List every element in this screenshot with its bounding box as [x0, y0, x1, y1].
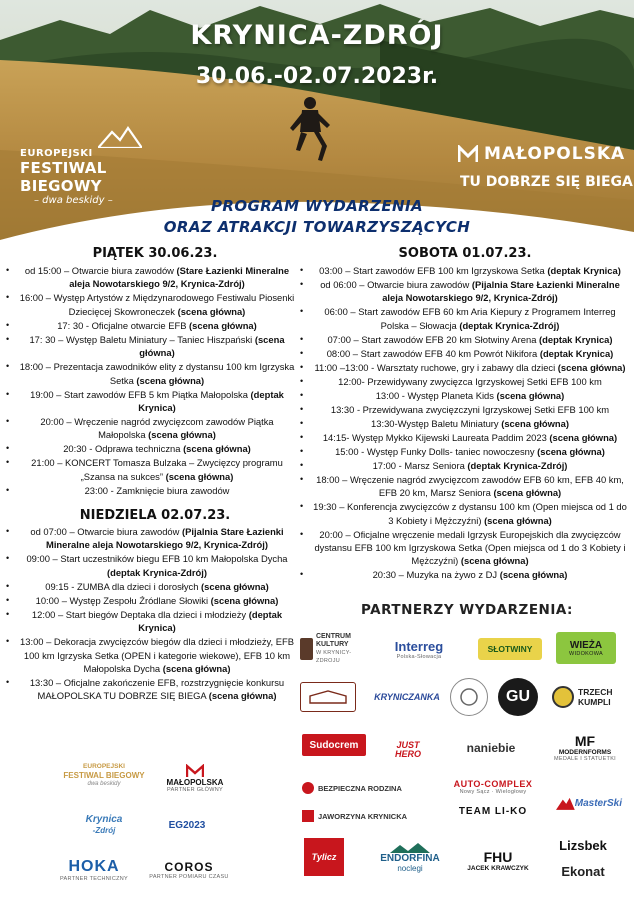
schedule-item-location: (scena główna) [136, 374, 205, 386]
resort-building-icon [308, 690, 348, 704]
schedule-item-text: 09:15 - ZUMBA dla dzieci i dorosłych [45, 580, 202, 592]
schedule-item [6, 676, 298, 703]
schedule-item-text: 18:00 – Wręczenie nagród zwycięzcom zawodów EFB 60 km, EFB 40 km, EFB 20 km, Marsz Seniora [316, 473, 624, 499]
gu-logo: GU [498, 678, 538, 716]
schedule-item-text: 07:00 – Start zawodów EFB 20 km Słotwiny Arena [327, 333, 540, 345]
schedule-item-text: 20:00 – Wręczenie nagród zwycięzcom zawodów Piątka Małopolska [40, 416, 274, 441]
schedule-item-location: (Pijalnia Stare Łazienki Mineralne aleja Nowotarskiego 9/2, Krynica-Zdrój) [382, 279, 620, 304]
schedule-item-text: 20:00 – Oficjalne wręczenie medali Igrzysk Europejskich dla zwycięzców dystansu EFB 100 km Igrzyskowa Setka (Open miejsca od 1 do 3 Kobiety i Mężczyźni) [314, 528, 626, 567]
sunday-schedule [6, 525, 298, 703]
schedule-item [300, 361, 630, 374]
fhu-sub: JACEK KRAWCZYK [467, 864, 529, 872]
sudocrem-logo: Sudocrem [302, 734, 366, 756]
auto-complex-logo [446, 776, 540, 798]
schedule-item-text: 08:00 – Start zawodów EFB 40 km Powrót Nikifora [326, 347, 540, 359]
bezpieczna-rodzina-logo [302, 780, 412, 796]
schedule-item-location: (scena główna) [499, 569, 568, 581]
naniebie-logo: naniebie [466, 741, 516, 755]
schedule-item [6, 552, 298, 579]
friday-list [6, 264, 298, 497]
festival-small-line3: dwa beskidy [87, 780, 121, 787]
auto-complex-sub: Nowy Sącz · Wielogłowy [459, 789, 527, 795]
schedule-item-text: 23:00 - Zamknięcie biura zawodów [84, 484, 230, 496]
schedule-item-text: 17: 30 – Występ Baletu Miniatury – Taniec Hiszpański [29, 333, 255, 345]
schedule-item [300, 264, 630, 277]
endorfina-logo [372, 838, 448, 878]
schedule-item [6, 608, 298, 635]
schedule-item [300, 375, 630, 388]
hoka-name: HOKA [68, 858, 120, 875]
kryniczanka-logo: KRYNICZANKA [374, 692, 440, 702]
interreg-name: Interreg [394, 638, 444, 654]
program-title-line2: ORAZ ATRAKCJI TOWARZYSZĄCYCH [163, 218, 471, 236]
schedule-item [6, 319, 298, 332]
schedule-item [300, 278, 630, 305]
wieza-sub: WIDOKOWA [569, 650, 603, 657]
schedule-item-text: od 07:00 – Otwarcie biura zawodów [30, 526, 183, 537]
schedule-item-location: (scena główna) [549, 431, 618, 443]
schedule-item [6, 635, 298, 675]
schedule-item-text: 15:00 - Występ Funky Dolls- taniec nowoczesny [335, 445, 538, 457]
schedule-item [6, 264, 298, 291]
schedule-item-text: 18:00 – Prezentacja zawodników elity z dystansu 100 km Igrzyska Setka [19, 361, 295, 386]
schedule-item-location: (deptak Krynica) [539, 347, 614, 359]
schedule-item-location: (deptak Krynica) [138, 608, 283, 634]
malopolska-m-icon-small [186, 764, 204, 778]
schedule-item-location: (scena główna) [460, 555, 529, 567]
schedule-item-text: 12:00 – Start biegów Deptaka dla dzieci i młodzieży [31, 608, 249, 620]
sunday-list [6, 525, 298, 703]
schedule-item-location: (deptak Krynica) [138, 388, 284, 414]
schedule-item [6, 484, 298, 497]
schedule-item [6, 291, 298, 318]
wieza-logo [556, 632, 616, 664]
slotwiny-logo: SŁOTWINY [478, 638, 542, 660]
schedule-item-text: 12:00- Przewidywany zwycięzca Igrzyskowej Setki EFB 100 km [338, 375, 602, 387]
hoka-logo [58, 852, 130, 888]
schedule-item-location: (scena główna) [177, 305, 246, 317]
fhu-name: FHU [483, 848, 513, 865]
coros-sub: PARTNER POMIARU CZASU [149, 874, 229, 880]
schedule-item-text: 13:30-Występ Baletu Miniatury [371, 417, 502, 429]
emblem-icon [458, 686, 480, 708]
schedule-item [300, 347, 630, 360]
schedule-item-location: (scena główna) [208, 690, 277, 702]
endorfina-peaks-icon [390, 843, 430, 853]
schedule-item-location: (scena główna) [484, 514, 552, 526]
schedule-item-location: (scena główna) [201, 580, 269, 592]
tylicz-logo: Tylicz [304, 838, 344, 876]
just-hero-logo: JUST HERO [394, 740, 421, 759]
schedule-item-location: (deptak Krynica) [539, 333, 613, 345]
schedule-item-location: (scena główna) [210, 594, 279, 606]
schedule-item-text: od 15:00 – Otwarcie biura zawodów [24, 265, 177, 276]
schedule-item [300, 459, 630, 472]
malopolska-partner-sub: PARTNER GŁÓWNY [167, 786, 223, 793]
saturday-list [300, 264, 630, 582]
auto-complex-name: AUTO-COMPLEX [453, 779, 533, 789]
schedule-item [6, 594, 298, 607]
schedule-item-text: 09:00 – Start uczestników biegu EFB 10 km Małopolska Dycha [26, 553, 288, 565]
schedule-item-location: (scena główna) [183, 443, 251, 455]
endorfina-name: ENDORFINA [380, 853, 440, 864]
schedule-item-text: 14:15- Występ Mykko Kijewski Laureata Paddim 2023 [322, 431, 550, 443]
modernforms-logo [546, 730, 624, 764]
krynica-zdroj-logo [66, 808, 142, 842]
schedule-item-text: 13:00 – Dekoracja zwycięzców biegów dla dzieci i młodzieży, EFB 100 km Igrzyska Setka (OPEN i kategorie wiekowe), EFB 10 km Małopolska Dycha [20, 636, 294, 675]
masterski-mountain-icon [556, 795, 575, 811]
partners-title: PARTNERZY WYDARZENIA: [361, 602, 573, 618]
schedule-item-text: 19:00 – Start zawodów EFB 5 km Piątka Małopolska [30, 388, 251, 400]
festival-logo-line3: – dwa beskidy – [34, 195, 113, 206]
endorfina-sub: noclegi [397, 864, 423, 873]
schedule-item-text: 13:30 - Przewidywana zwycięzczyni Igrzyskowej Setki EFB 100 km [330, 403, 610, 415]
masterski-name: MasterSki [574, 797, 622, 809]
festival-small-line1: EUROPEJSKI [83, 762, 125, 770]
schedule-item-text: 20:30 – Muzyka na żywo z DJ [372, 569, 500, 581]
schedule-item [300, 389, 630, 402]
bezpieczna-rodzina-name: BEZPIECZNA RODZINA [318, 783, 402, 793]
schedule-item [300, 333, 630, 346]
schedule-item-location: (scena główna) [148, 429, 216, 441]
city-title: KRYNICA-ZDRÓJ [190, 20, 444, 51]
ego-logo: EG2023 [168, 819, 206, 831]
modernforms-sub: MEDALE I STATUETKI [553, 755, 617, 762]
schedule-item [300, 403, 630, 416]
schedule-item [6, 360, 298, 387]
schedule-item-text: od 06:00 – Otwarcie biura zawodów [320, 279, 472, 290]
interreg-sub: Polska-Słowacja [396, 653, 442, 660]
mf-monogram-icon: MF [574, 732, 596, 749]
schedule-item [300, 445, 630, 458]
hoka-sub: PARTNER TECHNICZNY [59, 876, 129, 882]
schedule-item [6, 456, 298, 483]
schedule-item-location: (scena główna) [501, 417, 569, 429]
schedule-item-location: (scena główna) [496, 389, 565, 401]
interreg-logo [374, 632, 464, 666]
schedule-item [6, 388, 298, 415]
event-dates: 30.06.-02.07.2023r. [195, 64, 439, 89]
schedule-item-location: (scena główna) [189, 319, 257, 331]
schedule-item [6, 580, 298, 593]
jaworzyna-name: JAWORZYNA KRYNICKA [318, 811, 408, 821]
schedule-item-location: (scena główna) [557, 361, 626, 373]
trzech-kumpli-logo [552, 682, 622, 712]
festival-logo-small [58, 754, 150, 796]
centrum-kultury-name: CENTRUM KULTURY [315, 633, 351, 648]
schedule-item [6, 333, 298, 360]
schedule-item-location: (scena główna) [537, 445, 605, 457]
malopolska-partner-name: MAŁOPOLSKA [166, 777, 224, 787]
schedule-item-location: (Pijalnia Stare Łazienki Mineralne aleja Nowotarskiego 9/2, Krynica-Zdrój) [46, 526, 284, 551]
schedule-item-location: (scena główna) [165, 470, 234, 482]
schedule-item [300, 500, 630, 527]
krynica-name: Krynica [85, 814, 123, 825]
festival-logo-line1: EUROPEJSKI [20, 148, 93, 159]
schedule-item-text: 17:00 - Marsz Seniora [372, 459, 468, 471]
malopolska-m-icon [458, 145, 478, 163]
schedule-item [300, 417, 630, 430]
team-liko-logo: TEAM LI-KO [458, 805, 528, 817]
saturday-schedule [300, 264, 630, 582]
schedule-item [6, 415, 298, 442]
jaworzyna-logo [302, 808, 412, 824]
centrum-kultury-logo [300, 632, 366, 666]
masterski-logo [556, 788, 622, 818]
ekonat-logo: Ekonat [561, 863, 605, 879]
sunday-heading: NIEDZIELA 02.07.23. [79, 508, 231, 523]
schedule-item-text: 20:30 - Odprawa techniczna [63, 443, 184, 455]
friday-schedule [6, 264, 298, 498]
festival-logo-line2: FESTIWAL BIEGOWY [20, 159, 107, 195]
schedule-item-location: (deptak Krynica-Zdrój) [467, 459, 568, 471]
schedule-item-text: 19:30 – Konferencja zwycięzców z dystansu 100 km (Open miejsca od 1 do 3 Kobiety i Mężczyźni) [313, 501, 627, 526]
centrum-kultury-sub: W KRYNICY-ZDROJU [315, 650, 352, 664]
bezpieczna-dot-icon [302, 782, 314, 794]
schedule-item-text: 13:00 - Występ Planeta Kids [375, 389, 497, 401]
wieza-name: WIEŻA [569, 639, 603, 651]
friday-heading: PIĄTEK 30.06.23. [92, 246, 218, 261]
coros-logo [146, 852, 232, 888]
program-title [0, 196, 634, 238]
schedule-item [300, 568, 630, 581]
schedule-item-text: 03:00 – Start zawodów EFB 100 km Igrzyskowa Setka [319, 265, 548, 276]
malopolska-partner-logo [160, 758, 230, 798]
jaworzyna-icon [302, 810, 314, 822]
malopolska-name: MAŁOPOLSKA [484, 144, 626, 164]
coros-name: COROS [164, 860, 214, 874]
schedule-item [300, 305, 630, 332]
schedule-item [300, 473, 630, 500]
schedule-item-text: 06:00 – Start zawodów EFB 60 km Aria Kiepury z Programem Interreg Polska – Słowacja [324, 306, 616, 331]
modernforms-name: MODERNFORMS [558, 748, 612, 756]
schedule-item-location: (deptak Krynica-Zdrój) [459, 319, 560, 331]
schedule-item-text: 17: 30 - Oficjalne otwarcie EFB [57, 319, 190, 331]
schedule-item-location: (Stare Łazienki Mineralne aleja Nowotarskiego 9/2, Krynica-Zdrój) [69, 265, 290, 290]
schedule-item [6, 442, 298, 455]
building-icon [300, 638, 313, 660]
program-title-line1: PROGRAM WYDARZENIA [211, 197, 423, 215]
kumpli-badge-icon [552, 686, 574, 708]
schedule-item-location: (deptak Krynica-Zdrój) [106, 566, 207, 578]
lizsbek-logo: Lizsbek [559, 837, 607, 853]
schedule-item-text: 10:00 – Występ Zespołu Źródlane Słowiki [35, 594, 211, 606]
schedule-item-text: 21:00 – KONCERT Tomasza Bulzaka – Zwycięzcy programu „Szansa na sukces” [31, 457, 283, 482]
resort-logo [300, 682, 356, 712]
schedule-item-location: (scena główna) [139, 333, 285, 359]
malopolska-slogan: TU DOBRZE SIĘ BIEGA [460, 174, 633, 190]
schedule-item-location: (deptak Krynica) [547, 265, 621, 276]
krynica-suffix: -Zdrój [92, 826, 116, 835]
saturday-heading: SOBOTA 01.07.23. [398, 246, 532, 261]
mountain-icon [98, 126, 142, 148]
schedule-item [300, 528, 630, 568]
festival-small-line2: FESTIWAL BIEGOWY [63, 770, 145, 780]
trzech-kumpli-name: TRZECH KUMPLI [578, 687, 613, 707]
schedule-item-location: (scena główna) [493, 487, 562, 499]
fhu-logo [466, 838, 530, 882]
schedule-item-text: 16:00 – Występ Artystów z Międzynarodowego Festiwalu Piosenki Dziecięcej Skowroneczek [19, 292, 295, 317]
schedule-item [6, 525, 298, 552]
emblem-logo [450, 678, 488, 716]
schedule-item-text: 11:00 –13:00 - Warsztaty ruchowe, gry i zabawy dla dzieci [314, 361, 558, 373]
schedule-item [300, 431, 630, 444]
schedule-item-text: 13:30 – Oficjalne zakończenie EFB, rozstrzygnięcie konkursu MAŁOPOLSKA TU DOBRZE SIĘ BIEGA [29, 677, 285, 702]
schedule-item-location: (scena główna) [162, 663, 231, 675]
